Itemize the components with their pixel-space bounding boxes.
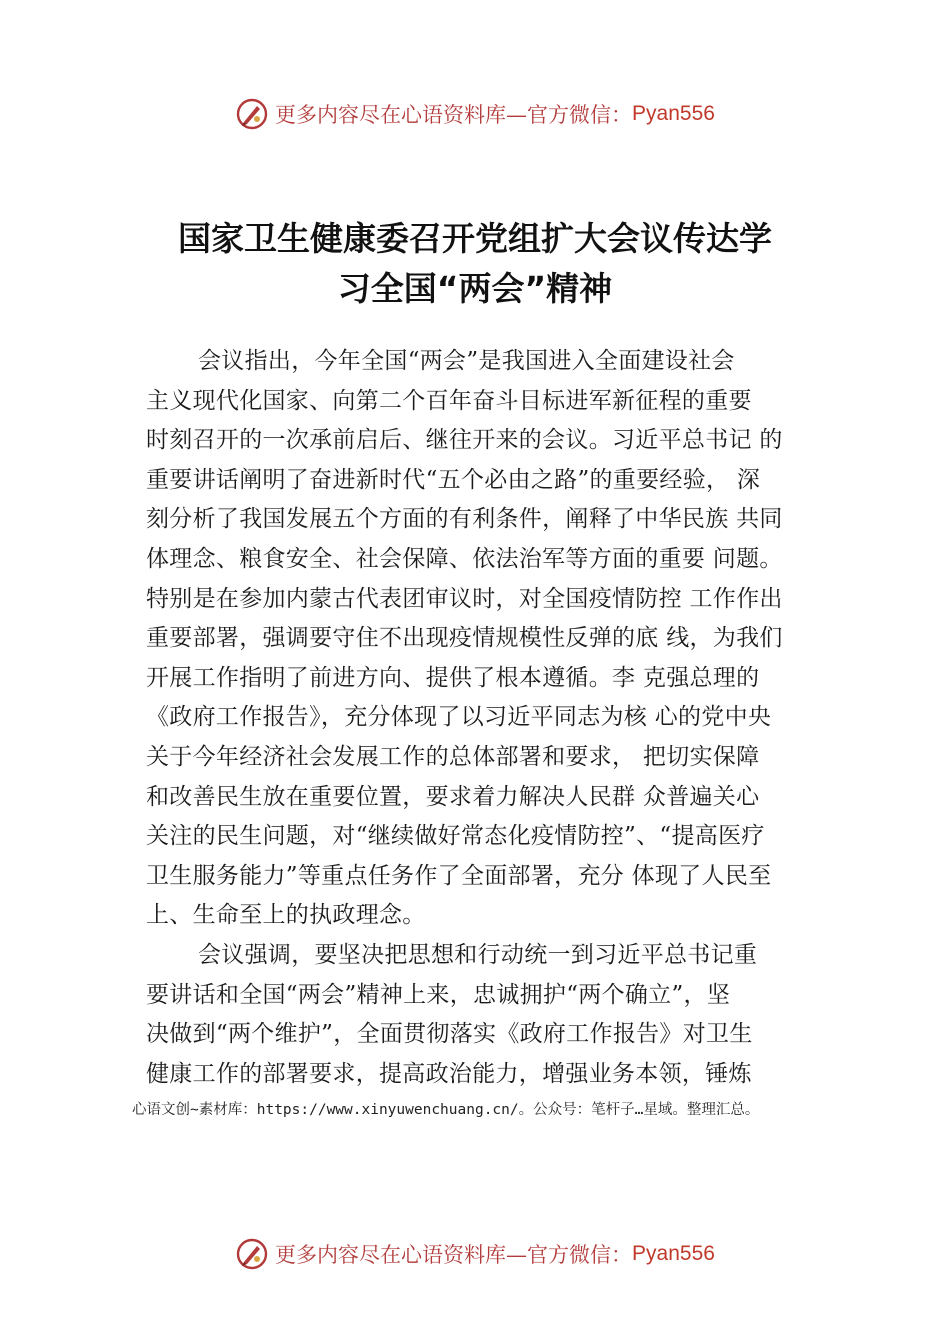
- pen-seal-icon: [235, 1237, 269, 1271]
- banner-text: 更多内容尽在心语资料库—官方微信：: [275, 1243, 633, 1267]
- body-line: 决做到“两个维护”，全面贯彻落实《政府工作报告》对卫生: [146, 1021, 753, 1048]
- body-line: 开展工作指明了前进方向、提供了根本遵循。李 克强总理的: [146, 664, 760, 691]
- body-line: 时刻召开的一次承前启后、继往开来的会议。习近平总书记 的: [146, 427, 783, 454]
- source-footnote: 心语文创~素材库：https://www.xinyuwenchuang.cn/。公众号：笔杆子…星域。整理汇总。: [132, 1102, 760, 1118]
- body-line: 关注的民生问题，对“继续做好常态化疫情防控”、“提高医疗: [146, 823, 765, 850]
- body-line: 主义现代化国家、向第二个百年奋斗目标进军新征程的重要: [146, 387, 752, 414]
- body-line: 《政府工作报告》，充分体现了以习近平同志为核 心的党中央: [146, 704, 772, 731]
- body-line: 关于今年经济社会发展工作的总体部署和要求， 把切实保障: [146, 743, 760, 770]
- body-line: 刻分析了我国发展五个方面的有利条件，阐释了中华民族 共同: [146, 506, 783, 533]
- banner-account: Pyan556: [632, 102, 715, 125]
- pen-seal-icon: [235, 97, 269, 131]
- document-body: [146, 342, 836, 1094]
- body-line: 体理念、粮食安全、社会保障、依法治军等方面的重要 问题。: [146, 545, 783, 572]
- body-line: 健康工作的部署要求，提高政治能力，增强业务本领，锤炼: [146, 1060, 752, 1087]
- body-line: 会议强调，要坚决把思想和行动统一到习近平总书记重: [198, 941, 758, 968]
- body-line: 重要讲话阐明了奋进新时代“五个必由之路”的重要经验， 深: [146, 466, 761, 493]
- body-line: 和改善民生放在重要位置，要求着力解决人民群 众普遍关心: [146, 783, 760, 810]
- banner-account: Pyan556: [632, 1242, 715, 1265]
- body-line: 上、生命至上的执政理念。: [146, 902, 426, 929]
- banner-text: 更多内容尽在心语资料库—官方微信：: [275, 103, 633, 127]
- footer-watermark-banner: [0, 1232, 950, 1276]
- body-line: 重要部署，强调要守住不出现疫情规模性反弹的底 线，为我们: [146, 625, 783, 652]
- header-watermark-banner: [0, 92, 950, 136]
- document-title: [120, 214, 830, 314]
- body-line: 会议指出，今年全国“两会”是我国进入全面建设社会: [198, 348, 735, 374]
- body-line: 特别是在参加内蒙古代表团审议时，对全国疫情防控 工作作出: [146, 585, 783, 612]
- title-line: 国家卫生健康委召开党组扩大会议传达学: [178, 219, 772, 258]
- body-line: 卫生服务能力”等重点任务作了全面部署，充分 体现了人民至: [146, 862, 772, 889]
- title-line: 习全国“两会”精神: [337, 269, 613, 308]
- body-line: 要讲话和全国“两会”精神上来，忠诚拥护“两个确立”，坚: [146, 981, 731, 1008]
